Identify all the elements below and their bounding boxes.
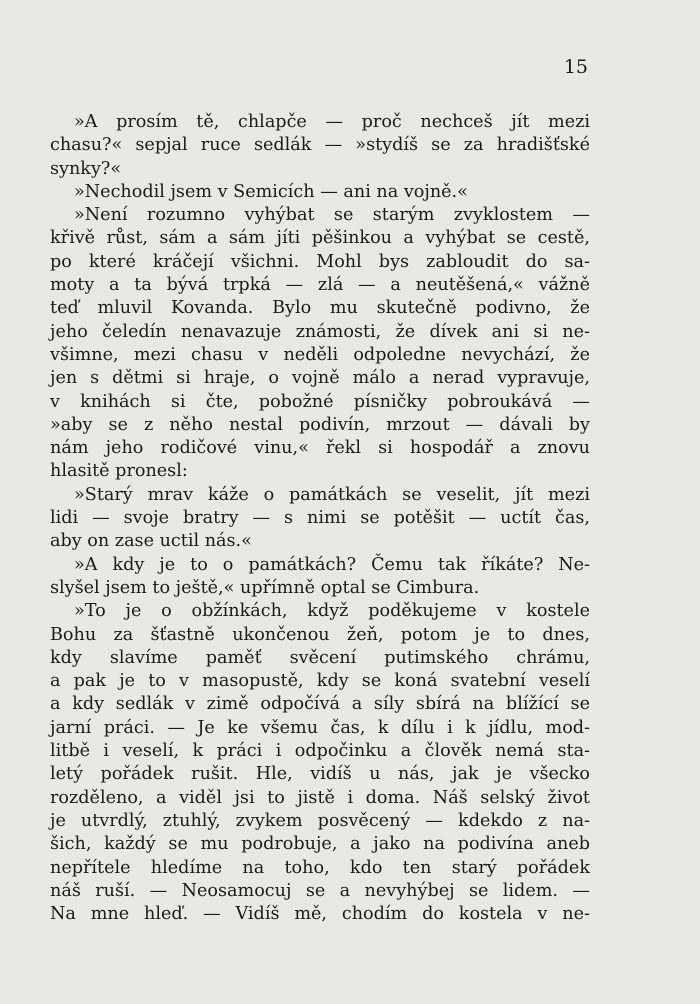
text-line: letý pořádek rušit. Hle, vidíš u nás, jak je všecko — [50, 764, 590, 785]
text-line: v knihách si čte, pobožné písničky pobroukává — — [50, 391, 590, 412]
paragraph — [50, 484, 590, 554]
text-line: jeho čeledín nenavazuje známosti, že dívek ani si ne- — [50, 321, 590, 342]
text-line: litbě i veselí, k práci i odpočinku a člověk nemá sta- — [50, 741, 590, 762]
text-line: teď mluvil Kovanda. Bylo mu skutečně podivno, že — [50, 298, 590, 319]
text-line: Na mne hleď. — Vidíš mě, chodím do kostela v ne- — [50, 904, 590, 925]
text-line: moty a ta bývá trpká — zlá — a neutěšená,« vážně — [50, 275, 590, 296]
text-line: rozděleno, a viděl jsi to jistě i doma. Náš selský život — [50, 787, 590, 808]
text-line: chasu?« sepjal ruce sedlák — »stydíš se za hradišťské — [50, 135, 590, 156]
paragraph — [50, 181, 590, 204]
text-line: po které kráčejí všichni. Mohl bys zabloudit do sa- — [50, 251, 590, 272]
text-line: slyšel jsem to ještě,« upřímně optal se Cimbura. — [50, 577, 480, 598]
paragraph — [50, 554, 590, 601]
paragraph — [50, 111, 590, 181]
paragraph — [50, 204, 590, 484]
text-line: »Nechodil jsem v Semicích — ani na vojně.« — [74, 181, 468, 202]
text-line: šich, každý se mu podrobuje, a jako na podivína aneb — [50, 834, 590, 855]
body-text — [50, 111, 590, 926]
text-line: aby on zase uctil nás.« — [50, 531, 252, 552]
text-line: »Není rozumno vyhýbat se starým zvyklostem — — [74, 205, 590, 226]
text-line: synky?« — [50, 158, 122, 179]
text-line: »A kdy je to o památkách? Čemu tak říkáte? Ne- — [74, 554, 590, 575]
page-number: 15 — [563, 56, 588, 78]
text-line: »Starý mrav káže o památkách se veselit, jít mezi — [74, 484, 590, 505]
text-line: lidi — svoje bratry — s nimi se potěšit — uctít čas, — [50, 508, 590, 529]
text-line: nepřítele hledíme na toho, kdo ten starý pořádek — [50, 857, 590, 878]
text-line: náš ruší. — Neosamocuj se a nevyhýbej se lidem. — — [50, 880, 590, 901]
text-line: kdy slavíme paměť svěcení putimského chrámu, — [50, 647, 590, 668]
text-line: »A prosím tě, chlapče — proč nechceš jít mezi — [74, 112, 590, 132]
text-line: jarní práci. — Je ke všemu čas, k dílu i k jídlu, mod- — [50, 717, 590, 738]
paragraph — [50, 600, 590, 926]
text-line: nám jeho rodičové vinu,« řekl si hospodář a znovu — [50, 438, 590, 459]
text-line: všimne, mezi chasu v neděli odpoledne nevychází, že — [50, 344, 590, 365]
text-line: Bohu za šťastně ukončenou žeň, potom je to dnes, — [50, 624, 590, 645]
text-line: je utvrdlý, ztuhlý, zvykem posvěcený — kdekdo z na- — [50, 810, 590, 831]
text-line: hlasitě pronesl: — [50, 461, 188, 482]
text-line: »To je o obžínkách, když poděkujeme v kostele — [74, 601, 590, 622]
text-line: jen s dětmi si hraje, o vojně málo a nerad vypravuje, — [50, 368, 590, 389]
text-line: a pak je to v masopustě, kdy se koná svatební veselí — [50, 671, 590, 692]
text-line: a kdy sedlák v zimě odpočívá a síly sbírá na blížící se — [50, 694, 590, 715]
text-line: křivě růst, sám a sám jíti pěšinkou a vyhýbat se cestě, — [50, 228, 590, 249]
text-line: »aby se z něho nestal podivín, mrzout — dávali by — [50, 414, 590, 435]
